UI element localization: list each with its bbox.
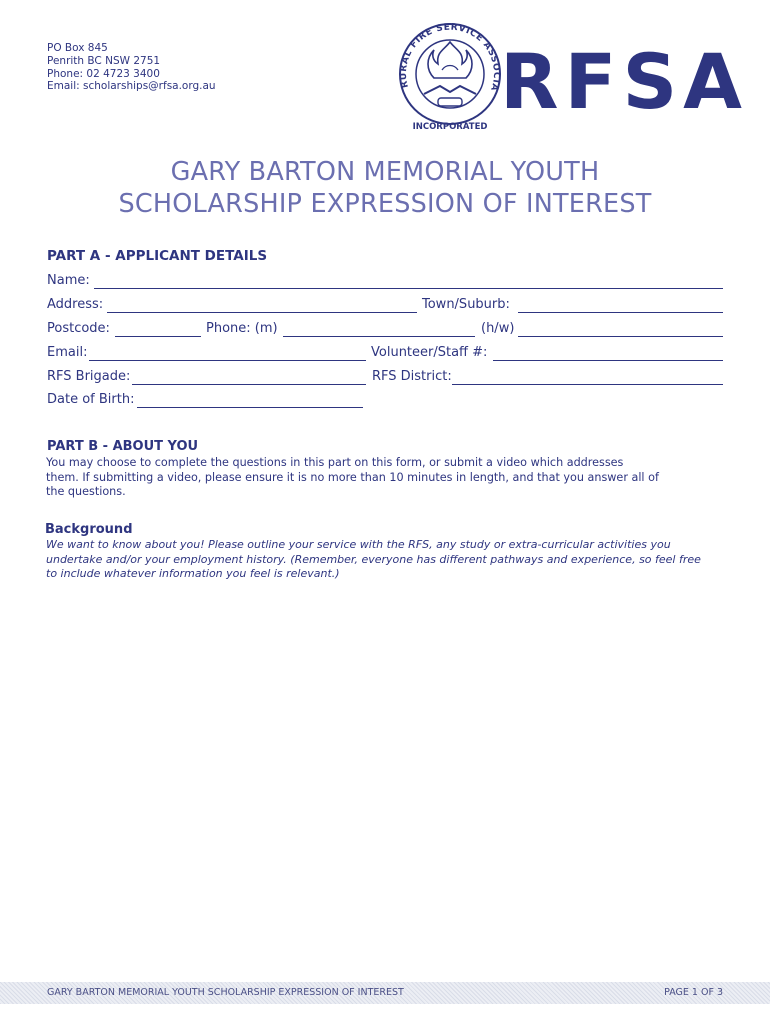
email-row — [47, 343, 723, 363]
brigade-field[interactable] — [132, 384, 366, 385]
rfsa-wordmark: RFSA — [500, 37, 748, 126]
name-label: Name: — [47, 273, 90, 288]
title-line-2: SCHOLARSHIP EXPRESSION OF INTEREST — [118, 189, 652, 219]
part-a-heading: PART A - APPLICANT DETAILS — [47, 248, 268, 264]
background-instructions — [46, 538, 726, 582]
background-line-3: to include whatever information you feel is relevant.) — [46, 567, 340, 581]
name-row — [47, 271, 723, 291]
phone-mobile-label: Phone: (m) — [206, 321, 278, 336]
rfsa-logo — [388, 20, 748, 132]
district-field[interactable] — [452, 384, 723, 385]
seal-emblem — [388, 20, 501, 132]
handshake-icon — [424, 86, 476, 94]
address-label: Address: — [47, 297, 104, 312]
volunteer-field[interactable] — [493, 360, 723, 361]
part-b-heading: PART B - ABOUT YOU — [47, 439, 199, 454]
dob-field[interactable] — [137, 407, 363, 408]
rfsa-logo-graphic — [388, 20, 748, 132]
seal-text: RURAL FIRE SERVICE ASSOCIA — [398, 22, 502, 92]
contact-phone: Phone: 02 4723 3400 — [47, 67, 160, 80]
contact-block — [47, 42, 216, 93]
background-heading: Background — [45, 522, 133, 537]
page-title — [0, 156, 770, 220]
part-b-intro-line-3: the questions. — [46, 485, 126, 499]
address-row — [47, 295, 723, 315]
incorporated-text: INCORPORATED — [412, 122, 488, 132]
part-b-intro-line-2: them. If submitting a video, please ensure it is no more than 10 minutes in length, and that you answer all of — [46, 470, 659, 484]
volunteer-label: Volunteer/Staff #: — [371, 345, 488, 360]
background-line-1: We want to know about you! Please outline your service with the RFS, any study or extra-curricular activities you — [46, 538, 671, 551]
svg-text:NSW RURAL FIRE SERVICE ASSOCIA — [388, 20, 501, 93]
town-field[interactable] — [518, 312, 723, 313]
phone-hw-field[interactable] — [518, 336, 723, 337]
dob-row — [47, 390, 723, 410]
page-number: PAGE 1 OF 3 — [664, 987, 723, 998]
background-answer-area[interactable] — [46, 590, 726, 970]
town-label: Town/Suburb: — [422, 297, 510, 312]
email-label: Email: — [47, 345, 88, 360]
postcode-row — [47, 319, 723, 339]
brigade-label: RFS Brigade: — [47, 369, 131, 384]
part-b-intro-line-1: You may choose to complete the questions in this part on this form, or submit a video which addresses — [46, 456, 624, 469]
dob-label: Date of Birth: — [47, 392, 135, 407]
background-line-2: undertake and/or your employment history. (Remember, everyone has different pathways and experience, so feel free — [46, 552, 701, 566]
flame-icon — [428, 42, 472, 78]
address-field[interactable] — [107, 312, 417, 313]
page-footer — [0, 982, 770, 1004]
contact-city: Penrith BC NSW 2751 — [47, 54, 161, 67]
phone-hw-label: (h/w) — [481, 321, 515, 336]
contact-email: Email: scholarships@rfsa.org.au — [47, 80, 216, 93]
postcode-label: Postcode: — [47, 321, 110, 336]
email-field[interactable] — [89, 360, 366, 361]
district-label: RFS District: — [372, 369, 452, 384]
name-field[interactable] — [94, 288, 723, 289]
footer-title: GARY BARTON MEMORIAL YOUTH SCHOLARSHIP EXPRESSION OF INTEREST — [47, 987, 404, 998]
part-b-intro — [46, 456, 726, 500]
postcode-field[interactable] — [115, 336, 201, 337]
title-line-1: GARY BARTON MEMORIAL YOUTH — [170, 157, 600, 187]
contact-po-box: PO Box 845 — [47, 42, 108, 54]
brigade-row — [47, 367, 723, 387]
phone-mobile-field[interactable] — [283, 336, 475, 337]
